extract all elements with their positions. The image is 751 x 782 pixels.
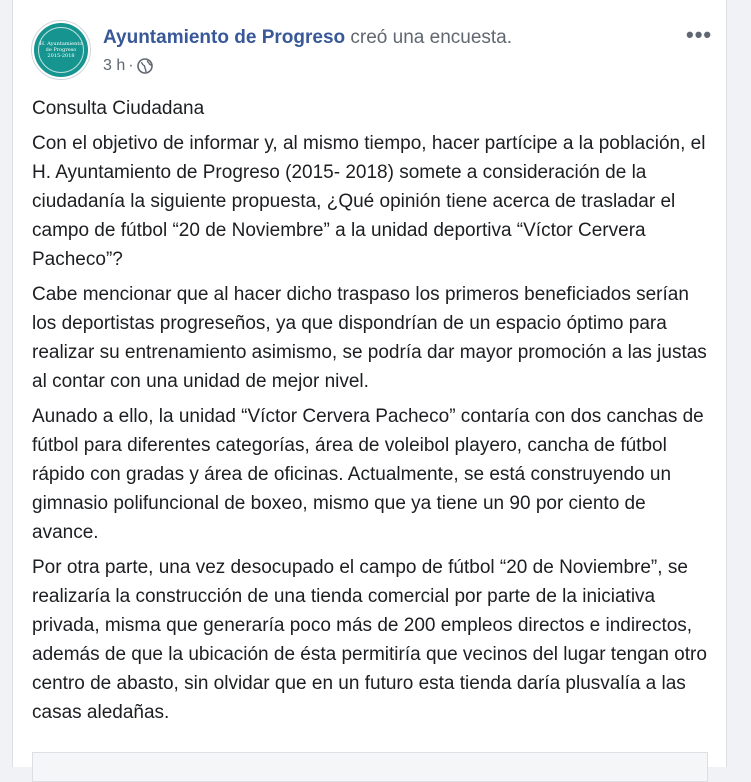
- timestamp-link[interactable]: 3 h: [103, 57, 126, 74]
- avatar-ring: [38, 27, 84, 73]
- avatar-line-3: 2015-2018: [47, 53, 75, 59]
- avatar-line-1: H. Ayuntamiento: [39, 41, 83, 47]
- poll-container[interactable]: [32, 752, 708, 782]
- avatar-line-2: de Progreso: [45, 47, 77, 53]
- post-title: Consulta Ciudadana: [32, 98, 205, 119]
- avatar-logo: [34, 23, 88, 77]
- more-options-button[interactable]: •••: [686, 22, 713, 47]
- globe-icon[interactable]: [137, 58, 153, 74]
- post-header: [103, 27, 512, 49]
- post-body: [32, 94, 712, 733]
- post-card: [12, 0, 727, 767]
- paragraph-2: Cabe mencionar que al hacer dicho traspaso los primeros beneficiados serían los deportistas progreseños, ya que dispondrían de un espacio óptimo para realizar su entrenamiento asimismo, se podría dar mayor promoción a las justas al contar con una unidad de mejor nivel.: [32, 284, 707, 392]
- paragraph-3: Aunado a ello, la unidad “Víctor Cervera Pacheco” contaría con dos canchas de fútbol para diferentes categorías, área de voleibol playero, cancha de fútbol rápido con gradas y área de oficinas. Actualmente, se está construyendo un gimnasio polifuncional de boxeo, mismo que ya tiene un 90 por ciento de avance.: [32, 406, 704, 543]
- action-text: creó una encuesta.: [345, 27, 513, 48]
- paragraph-4: Por otra parte, una vez desocupado el campo de fútbol “20 de Noviembre”, se realizaría la construcción de una tienda comercial por parte de la iniciativa privada, misma que generaría poco más de 200 empleos directos e indirectos, además de que la ubicación de ésta permitiría que vecinos del lugar tengan otro centro de abasto, sin olvidar que en un futuro esta tienda daría plusvalía a las casas aledañas.: [32, 557, 707, 723]
- meta-separator: ·: [128, 57, 134, 74]
- post-meta: [103, 57, 153, 75]
- page-name-link[interactable]: Ayuntamiento de Progreso: [103, 27, 346, 48]
- page-avatar[interactable]: [31, 20, 91, 80]
- paragraph-1: Con el objetivo de informar y, al mismo tiempo, hacer partícipe a la población, el H. Ayuntamiento de Progreso (2015- 2018) somete a consideración de la ciudadanía la siguiente propuesta, ¿Qué opinión tiene acerca de trasladar el campo de fútbol “20 de Noviembre” a la unidad deportiva “Víctor Cervera Pacheco”?: [32, 133, 706, 270]
